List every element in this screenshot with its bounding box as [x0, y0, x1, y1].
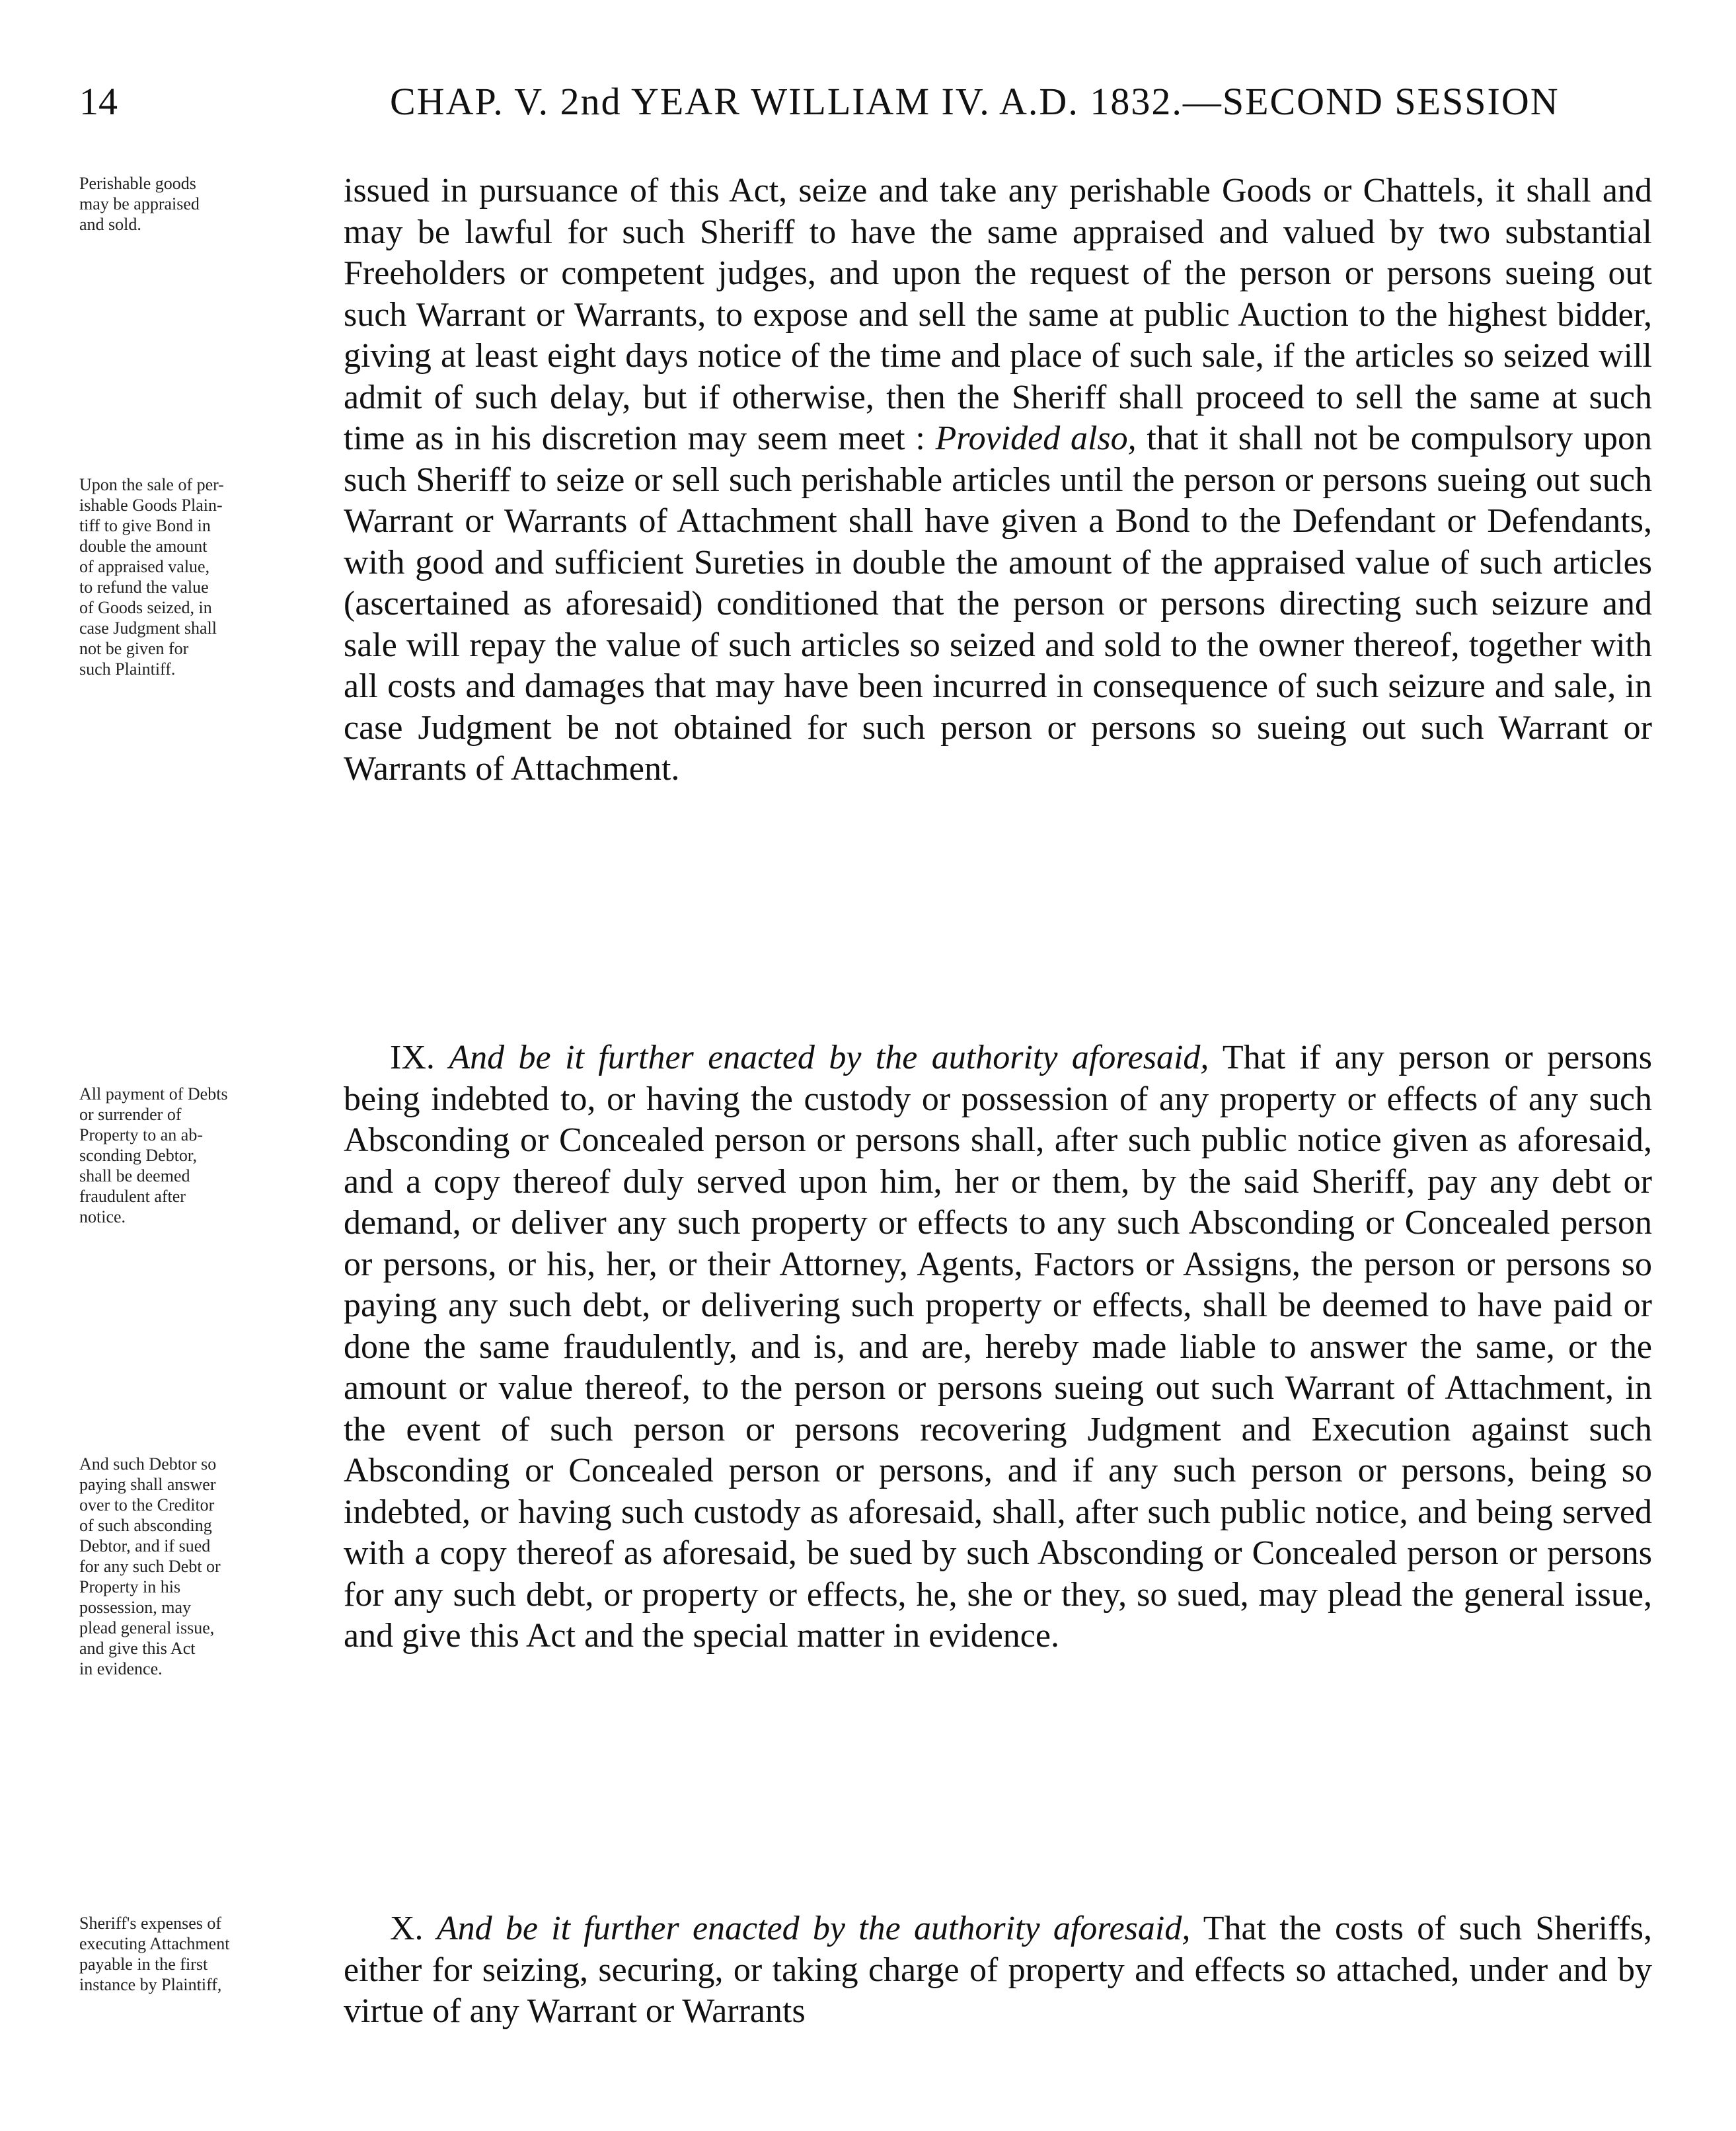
paragraph-text: issued in pursuance of this Act, seize and take any perishable Goods or Chattels, it shall and may be lawful for such Sheriff to have the same appraised and valued by two substantial Freeholders or competent judges, and upon the request of the person or persons sueing out such Warrant or Warrants, to expose and sell the same at public Auction to the highest bidder, giving at least eight days notice of the time and place of such sale, if the articles so seized will admit of such delay, but if otherwise, then the Sheriff shall proceed to sell the same at such time as in his discretion may seem meet :	[344, 172, 1652, 457]
section-number: IX.	[390, 1039, 435, 1076]
sidenote-debtor-answer: And such Debtor so paying shall answer over to the Creditor of such absconding Debtor, and if sued for any such Debt or Property in his possession, may plead general issue, and give this Act in evidence.	[79, 1454, 221, 1678]
sidenote-perishable-goods: Perishable goods may be appraised and sold.	[79, 174, 200, 234]
paragraph-perishable-goods	[344, 170, 1652, 790]
paragraph-text: That if any person or persons being indebted to, or having the custody or possession of any property or effects of any such Absconding or Concealed person or persons shall, after such public notice given as aforesaid, and a copy thereof duly served upon him, her or them, by the said Sheriff, pay any debt or demand, or deliver any such property or effects to any such Absconding or Concealed person or persons, or his, her, or their Attorney, Agents, Factors or Assigns, the person or persons so paying any such debt, or delivering such property or effects, shall be deemed to have paid or done the same fraudulently, and is, and are, hereby made liable to answer the same, or the amount or value thereof, to the person or persons sueing out such Warrant of Attachment, in the event of such person or persons recovering Judgment and Execution against such Absconding or Concealed person or persons, and if any such person or persons, being so indebted, or having such custody as aforesaid, shall, after such public notice, and being served with a copy thereof as aforesaid, be sued by such Absconding or Concealed person or persons for any such debt, or property or effects, he, she or they, so sued, may plead the general issue, and give this Act and the special matter in evidence.	[344, 1039, 1653, 1655]
enacting-clause: And be it further enacted by the authority aforesaid,	[449, 1039, 1209, 1076]
paragraph-text: that it shall not be compulsory upon such Sheriff to seize or sell such perishable articles until the person or persons sueing out such Warrant or Warrants of Attachment shall have given a Bond to the Defendant or Defendants, with good and sufficient Sureties in double the amount of the appraised value of such articles (ascertained as aforesaid) conditioned that the person or persons directing such seizure and sale will repay the value of such articles so seized and sold to the owner thereof, together with all costs and damages that may have been incurred in consequence of such seizure and sale, in case Judgment be not obtained for such person or persons so sueing out such Warrant or Warrants of Attachment.	[344, 420, 1653, 788]
sidenote-fraudulent-payment: All payment of Debts or surrender of Property to an ab- sconding Debtor, shall be deemed fraudulent after notice.	[79, 1084, 228, 1226]
proviso-italic: Provided also,	[935, 420, 1137, 457]
paragraph-text: That the costs of such Sheriffs, either for seizing, securing, or taking charge of property and effects so attached, under and by virtue of any Warrant or Warrants	[344, 1910, 1653, 2030]
sidenote-bond-requirement: Upon the sale of per- ishable Goods Plain- tiff to give Bond in double the amount of appraised value, to refund the value of Goods seized, in case Judgment shall not be given for such Plaintiff.	[79, 475, 224, 679]
paragraph-section-ix	[344, 1037, 1652, 1657]
page-number: 14	[79, 80, 118, 123]
page-header	[79, 79, 1652, 132]
enacting-clause: And be it further enacted by the authority aforesaid,	[436, 1910, 1191, 1947]
section-number: X.	[390, 1910, 424, 1947]
sidenote-sheriff-expenses: Sheriff's expenses of executing Attachment payable in the first instance by Plaintiff,	[79, 1914, 230, 1994]
running-title: CHAP. V. 2nd YEAR WILLIAM IV. A.D. 1832.—SECOND SESSION	[390, 80, 1560, 123]
paragraph-section-x	[344, 1908, 1652, 2033]
